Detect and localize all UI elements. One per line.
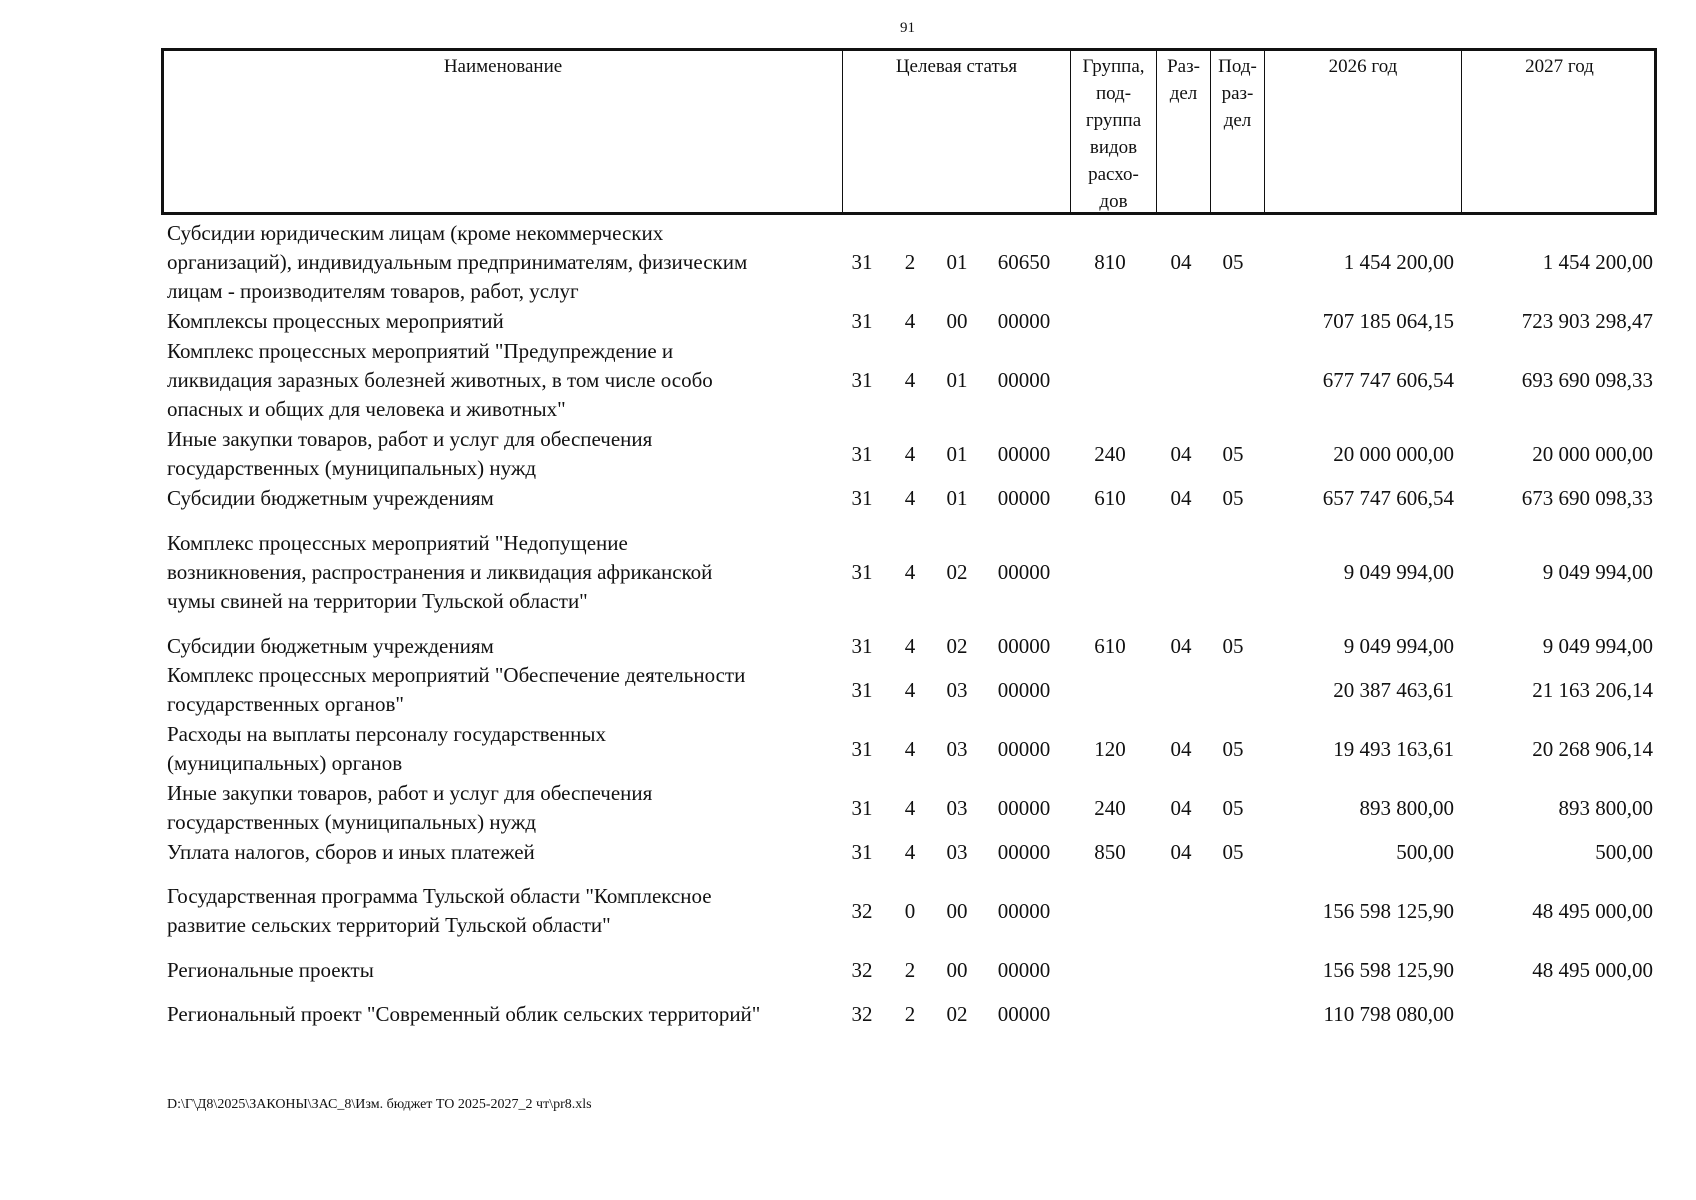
direction-code: 60650 — [997, 249, 1051, 274]
row-name-line: Иные закупки товаров, работ и услуг для обеспечения — [167, 781, 653, 805]
row-name — [167, 1000, 837, 1029]
subprogram-code: 2 — [904, 1001, 916, 1026]
row-name-line: Государственная программа Тульской области "Комплексное — [167, 884, 712, 908]
amount-2027: 21 163 206,14 — [1532, 677, 1653, 702]
subprogram-code: 4 — [904, 441, 916, 466]
direction-code: 00000 — [997, 677, 1051, 702]
header-line: под- — [1095, 83, 1132, 104]
row-name — [167, 425, 837, 483]
subprogram-code: 4 — [904, 839, 916, 864]
row-name-line: Комплексы процессных мероприятий — [167, 308, 504, 333]
expense-group: 610 — [1094, 485, 1126, 510]
header-year-2027: 2027 год — [1461, 51, 1657, 212]
subprogram-code: 4 — [904, 485, 916, 510]
amount-2026: 20 387 463,61 — [1333, 677, 1454, 702]
subsection: 05 — [1222, 249, 1244, 274]
program-code: 31 — [851, 441, 873, 466]
program-code: 31 — [851, 308, 873, 333]
event-code: 01 — [946, 249, 968, 274]
row-name-line: чумы свиней на территории Тульской области" — [167, 588, 588, 613]
expense-group: 240 — [1094, 795, 1126, 820]
subsection: 05 — [1222, 441, 1244, 466]
direction-code: 00000 — [997, 308, 1051, 333]
amount-2027: 48 495 000,00 — [1532, 957, 1653, 982]
expense-group: 610 — [1094, 633, 1126, 658]
row-name — [167, 882, 837, 940]
event-code: 02 — [946, 1001, 968, 1026]
row-name-line: государственных (муниципальных) нужд — [167, 456, 537, 480]
section: 04 — [1170, 441, 1192, 466]
section: 04 — [1170, 839, 1192, 864]
section: 04 — [1170, 249, 1192, 274]
header-line: Раз- — [1167, 56, 1200, 77]
row-name — [167, 661, 837, 719]
amount-2027: 20 268 906,14 — [1532, 736, 1653, 761]
header-line: видов — [1089, 137, 1138, 158]
subprogram-code: 0 — [904, 898, 916, 923]
amount-2027: 723 903 298,47 — [1521, 308, 1653, 333]
amount-2026: 19 493 163,61 — [1333, 736, 1454, 761]
header-section — [1156, 51, 1210, 212]
event-code: 00 — [946, 957, 968, 982]
amount-2026: 893 800,00 — [1359, 795, 1454, 820]
program-code: 31 — [851, 633, 873, 658]
subprogram-code: 2 — [904, 249, 916, 274]
header-line: группа — [1085, 110, 1142, 131]
amount-2026: 677 747 606,54 — [1322, 367, 1454, 392]
program-code: 31 — [851, 559, 873, 584]
row-name-line: опасных и общих для человека и животных" — [167, 396, 566, 421]
direction-code: 00000 — [997, 559, 1051, 584]
program-code: 32 — [851, 957, 873, 982]
program-code: 31 — [851, 249, 873, 274]
subprogram-code: 4 — [904, 308, 916, 333]
expense-group: 240 — [1094, 441, 1126, 466]
header-line: дел — [1223, 110, 1252, 131]
amount-2027: 48 495 000,00 — [1532, 898, 1653, 923]
amount-2026: 1 454 200,00 — [1343, 249, 1454, 274]
amount-2026: 9 049 994,00 — [1343, 559, 1454, 584]
direction-code: 00000 — [997, 1001, 1051, 1026]
row-name-line: организаций), индивидуальным предпринимателям, физическим — [167, 249, 748, 274]
header-line: дов — [1099, 191, 1128, 212]
amount-2026: 500,00 — [1396, 839, 1454, 864]
program-code: 31 — [851, 677, 873, 702]
direction-code: 00000 — [997, 736, 1051, 761]
row-name-line: Региональный проект "Современный облик сельских территорий" — [167, 1001, 761, 1026]
program-code: 31 — [851, 795, 873, 820]
program-code: 31 — [851, 367, 873, 392]
amount-2027: 20 000 000,00 — [1532, 441, 1653, 466]
amount-2026: 110 798 080,00 — [1323, 1001, 1454, 1026]
event-code: 03 — [946, 795, 968, 820]
direction-code: 00000 — [997, 633, 1051, 658]
expense-group: 810 — [1094, 249, 1126, 274]
row-name-line: Субсидии бюджетным учреждениям — [167, 485, 494, 510]
row-name-line: Субсидии юридическим лицам (кроме некоммерческих — [167, 220, 664, 245]
header-year-2026: 2026 год — [1264, 51, 1461, 212]
program-code: 32 — [851, 898, 873, 923]
subprogram-code: 4 — [904, 677, 916, 702]
event-code: 02 — [946, 559, 968, 584]
header-line: раз- — [1221, 83, 1254, 104]
event-code: 00 — [946, 898, 968, 923]
subsection: 05 — [1222, 485, 1244, 510]
header-line: Группа, — [1082, 56, 1145, 77]
direction-code: 00000 — [997, 367, 1051, 392]
program-code: 31 — [851, 839, 873, 864]
header-expense-group — [1070, 51, 1156, 212]
row-name-line: Региональные проекты — [167, 957, 374, 982]
header-line: Под- — [1218, 56, 1257, 77]
amount-2026: 9 049 994,00 — [1343, 633, 1454, 658]
subprogram-code: 4 — [904, 633, 916, 658]
row-name-line: Комплекс процессных мероприятий "Недопущение — [167, 530, 628, 555]
amount-2027: 9 049 994,00 — [1542, 559, 1653, 584]
row-name — [167, 307, 837, 336]
row-name-line: (муниципальных) органов — [167, 751, 403, 775]
row-name-line: Комплекс процессных мероприятий "Обеспечение деятельности — [167, 663, 746, 687]
header-line: дел — [1169, 83, 1198, 104]
row-name — [167, 219, 837, 306]
amount-2026: 156 598 125,90 — [1322, 957, 1454, 982]
event-code: 00 — [946, 308, 968, 333]
event-code: 01 — [946, 441, 968, 466]
amount-2027: 893 800,00 — [1558, 795, 1653, 820]
row-name-line: развитие сельских территорий Тульской области" — [167, 913, 611, 937]
subprogram-code: 4 — [904, 559, 916, 584]
subprogram-code: 4 — [904, 736, 916, 761]
row-name — [167, 779, 837, 837]
expense-group: 120 — [1094, 736, 1126, 761]
row-name-line: Иные закупки товаров, работ и услуг для обеспечения — [167, 427, 653, 451]
direction-code: 00000 — [997, 957, 1051, 982]
row-name — [167, 632, 837, 661]
amount-2027: 693 690 098,33 — [1521, 367, 1653, 392]
row-name-line: возникновения, распространения и ликвидация африканской — [167, 559, 713, 584]
amount-2027: 673 690 098,33 — [1521, 485, 1653, 510]
row-name — [167, 337, 837, 424]
file-path-footer: D:\Г\Д8\2025\ЗАКОНЫ\ЗАС_8\Изм. бюджет ТО 2025-2027_2 чт\pr8.xls — [167, 1097, 592, 1112]
row-name — [167, 484, 837, 513]
program-code: 32 — [851, 1001, 873, 1026]
row-name — [167, 956, 837, 985]
direction-code: 00000 — [997, 485, 1051, 510]
expense-group: 850 — [1094, 839, 1126, 864]
amount-2026: 707 185 064,15 — [1322, 308, 1454, 333]
subsection: 05 — [1222, 795, 1244, 820]
program-code: 31 — [851, 736, 873, 761]
row-name-line: Расходы на выплаты персоналу государственных — [167, 722, 606, 746]
direction-code: 00000 — [997, 795, 1051, 820]
row-name-line: государственных органов" — [167, 692, 404, 716]
header-name: Наименование — [443, 56, 563, 77]
row-name — [167, 529, 837, 616]
amount-2026: 657 747 606,54 — [1322, 485, 1454, 510]
event-code: 03 — [946, 677, 968, 702]
header-line: расхо- — [1088, 164, 1139, 185]
direction-code: 00000 — [997, 839, 1051, 864]
subprogram-code: 4 — [904, 795, 916, 820]
event-code: 02 — [946, 633, 968, 658]
event-code: 01 — [946, 485, 968, 510]
row-name-line: Комплекс процессных мероприятий "Предупреждение и — [167, 338, 674, 363]
row-name-line: Субсидии бюджетным учреждениям — [167, 633, 494, 658]
event-code: 03 — [946, 839, 968, 864]
amount-2026: 156 598 125,90 — [1322, 898, 1454, 923]
row-name — [167, 720, 837, 778]
section: 04 — [1170, 795, 1192, 820]
event-code: 03 — [946, 736, 968, 761]
row-name-line: Уплата налогов, сборов и иных платежей — [167, 839, 535, 864]
section: 04 — [1170, 485, 1192, 510]
section: 04 — [1170, 736, 1192, 761]
program-code: 31 — [851, 485, 873, 510]
row-name-line: ликвидация заразных болезней животных, в том числе особо — [167, 367, 713, 392]
header-target-article: Целевая статья — [842, 51, 1070, 212]
page-number: 91 — [900, 20, 915, 36]
direction-code: 00000 — [997, 441, 1051, 466]
row-name-line: государственных (муниципальных) нужд — [167, 810, 537, 834]
row-name — [167, 838, 837, 867]
table-header — [161, 48, 1657, 215]
amount-2027: 9 049 994,00 — [1542, 633, 1653, 658]
direction-code: 00000 — [997, 898, 1051, 923]
row-name-line: лицам - производителям товаров, работ, услуг — [167, 278, 579, 303]
subsection: 05 — [1222, 839, 1244, 864]
subsection: 05 — [1222, 736, 1244, 761]
amount-2027: 1 454 200,00 — [1542, 249, 1653, 274]
subsection: 05 — [1222, 633, 1244, 658]
subprogram-code: 2 — [904, 957, 916, 982]
event-code: 01 — [946, 367, 968, 392]
header-subsection — [1210, 51, 1264, 212]
amount-2027: 500,00 — [1595, 839, 1653, 864]
amount-2026: 20 000 000,00 — [1333, 441, 1454, 466]
section: 04 — [1170, 633, 1192, 658]
subprogram-code: 4 — [904, 367, 916, 392]
